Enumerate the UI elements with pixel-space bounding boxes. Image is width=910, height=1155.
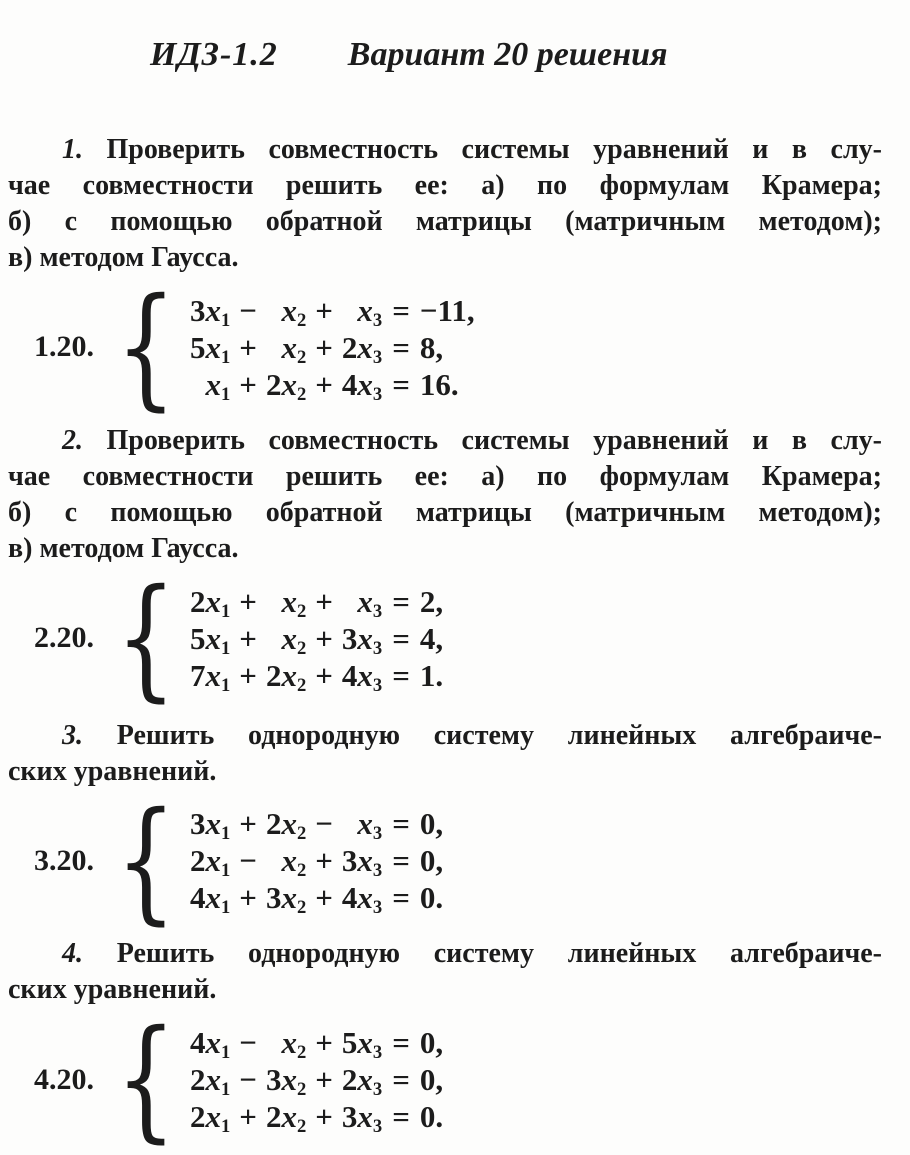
equation-term: $4x_3$ [341,366,383,406]
equation-op: + [315,843,333,879]
equation-table [189,805,444,919]
problem-1-statement [8,132,882,276]
equation-term: $x_1$ [205,366,231,406]
equation-eq: = [392,880,410,916]
equation-row [190,1061,443,1098]
equation-term: $3x_3$ [341,1099,383,1138]
equation-term: $3x_1$ [189,292,231,332]
statement-line: б) с помощью обратной матрицы (матричным методом); [8,206,882,237]
equation-op: + [315,292,333,328]
equation-op: + [315,583,333,619]
statement-text: Решить однородную систему линейных алгебраиче- [116,719,882,751]
statement-line: чае совместности решить ее: а) по формулам Крамера; [8,460,882,492]
statement-line: чае совместности решить ее: а) по формулам Крамера; [8,170,882,201]
statement-text: Проверить совместность системы уравнений и в слу- [106,424,882,456]
equation-rhs: 0. [419,880,444,916]
equation-rhs: 0, [419,1025,444,1061]
statement-line: в) методом Гаусса. [8,532,239,564]
equation-eq: = [392,806,410,842]
equation-eq: = [392,620,410,656]
statement-line [8,132,882,168]
system-label: 3.20. [34,843,94,877]
equation-term: $x_3$ [357,806,383,845]
equation-op: + [315,366,333,402]
equation-op: + [315,657,333,693]
equation-row [190,583,443,620]
problem-2-statement [8,423,882,567]
equation-term: $3x_2$ [265,880,307,919]
equation-op: − [239,1025,257,1061]
statement-line: в) методом Гаусса. [8,242,239,273]
equation-term: $5x_1$ [189,620,231,659]
brace-icon: { [115,783,177,938]
brace-icon: { [115,1002,177,1155]
problem-number: 1. [62,134,83,165]
equation-term: $2x_3$ [341,329,383,369]
equation-rhs: 0, [419,1062,444,1098]
brace-icon: { [115,270,177,424]
equation-op: + [239,880,257,916]
equation-row [190,329,475,366]
equation-eq: = [392,366,410,402]
equation-rhs: 0, [419,806,444,842]
equation-term: $4x_3$ [341,880,383,919]
equation-term: $2x_1$ [189,1062,231,1101]
equation-term: $2x_1$ [189,1099,231,1138]
equation-row [190,805,443,842]
equation-op: + [315,1025,333,1061]
equation-rhs: 0, [419,843,444,879]
equation-term: $4x_1$ [189,880,231,919]
equation-op: + [315,329,333,365]
equation-term: $x_2$ [281,843,307,882]
system-label: 1.20. [34,330,94,364]
statement-text: Проверить совместность системы уравнений и в слу- [106,134,882,165]
equation-term: $3x_1$ [189,806,231,845]
equation-op: + [239,806,257,842]
statement-line [8,936,882,972]
statement-line: ских уравнений. [8,974,217,1006]
equation-op: − [239,292,257,328]
statement-text: Решить однородную систему линейных алгебраиче- [116,938,882,970]
equation-term: $2x_1$ [189,843,231,882]
equation-system-2-20 [34,560,910,715]
equation-op: + [239,1099,257,1135]
equation-term: $x_2$ [281,292,307,332]
equation-op: + [239,366,257,402]
equation-row [190,620,443,657]
equation-term: $7x_1$ [189,657,231,696]
equation-table [189,1024,444,1138]
equation-rhs: 8, [419,329,444,365]
equation-op: + [315,620,333,656]
equation-term: $2x_1$ [189,583,231,622]
equation-term: $x_2$ [281,1025,307,1064]
problem-4-statement [8,936,882,1008]
equation-system-3-20 [34,783,910,938]
equation-op: + [315,1099,333,1135]
equation-row [190,1024,443,1061]
equation-term: $x_3$ [357,583,383,622]
equation-op: − [239,1062,257,1098]
equation-table [190,583,443,694]
problem-number: 3. [62,719,83,751]
equation-eq: = [392,583,410,619]
equation-row [190,1098,443,1135]
problem-number: 2. [62,424,83,456]
statement-line [8,423,882,459]
equation-op: − [315,806,333,842]
equation-op: + [315,880,333,916]
equation-row [190,292,475,329]
equation-term: $4x_3$ [341,657,383,696]
equation-row [190,879,443,916]
statement-line: ских уравнений. [8,755,217,787]
equation-op: + [315,1062,333,1098]
equation-term: $5x_1$ [189,329,231,369]
equation-row [190,842,443,879]
equation-op: + [239,583,257,619]
equation-term: $x_3$ [357,292,383,332]
equation-eq: = [392,1025,410,1061]
page-header [0,0,910,74]
equation-term: $4x_1$ [189,1025,231,1064]
statement-line: б) с помощью обратной матрицы (матричным методом); [8,496,882,528]
equation-term: $3x_3$ [341,620,383,659]
equation-eq: = [392,329,410,365]
equation-eq: = [392,657,410,693]
equation-rhs: −11, [419,292,475,328]
equation-op: + [239,657,257,693]
equation-term: $2x_2$ [265,657,307,696]
equation-term: $x_2$ [281,329,307,369]
equation-rhs: 16. [419,366,459,402]
equation-term: $3x_3$ [341,843,383,882]
equation-rhs: 2, [419,583,444,619]
system-label: 2.20. [34,621,94,655]
equation-row [190,366,475,403]
equation-op: − [239,843,257,879]
equation-term: $3x_2$ [265,1062,307,1101]
equation-eq: = [392,843,410,879]
equation-rhs: 4, [419,620,444,656]
equation-term: $x_2$ [281,620,307,659]
problem-3-statement [8,718,882,790]
brace-icon: { [115,560,177,715]
equation-op: + [239,329,257,365]
doc-code: ИДЗ-1.2 [150,36,278,73]
equation-eq: = [392,292,410,328]
equation-eq: = [392,1062,410,1098]
equation-system-1-20 [34,270,910,424]
equation-op: + [239,620,257,656]
system-label: 4.20. [34,1062,94,1096]
equation-term: $2x_2$ [265,806,307,845]
equation-rhs: 1. [419,657,444,693]
equation-term: $2x_2$ [265,366,307,406]
statement-line [8,718,882,754]
equation-system-4-20 [34,1002,910,1155]
variant-title: Вариант 20 решения [347,36,668,73]
equation-term: $2x_2$ [265,1099,307,1138]
equation-row [190,657,443,694]
equation-term: $x_2$ [281,583,307,622]
equation-rhs: 0. [419,1099,444,1135]
problem-number: 4. [62,938,83,970]
equation-table [189,292,475,406]
equation-term: $2x_3$ [341,1062,383,1101]
equation-term: $5x_3$ [341,1025,383,1064]
equation-eq: = [392,1099,410,1135]
